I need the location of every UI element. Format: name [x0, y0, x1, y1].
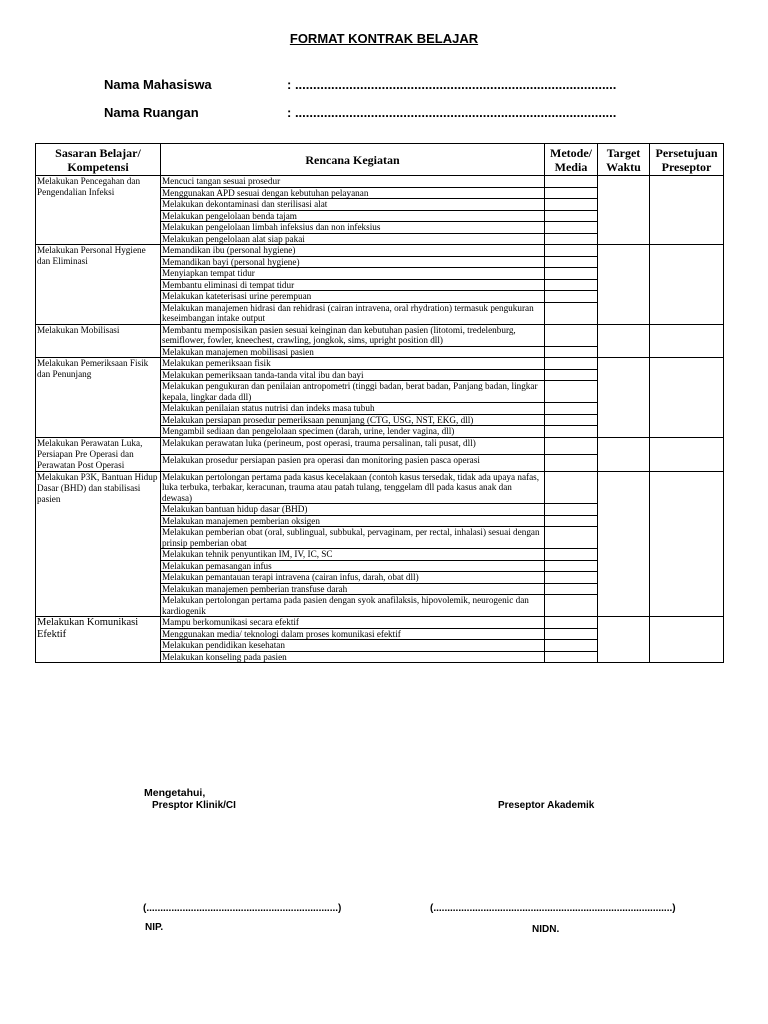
kegiatan-cell: Melakukan pengelolaan limbah infeksius dan non infeksius [161, 222, 545, 234]
preseptor-klinik-label: Presptor Klinik/CI [152, 800, 236, 811]
nidn-label: NIDN. [532, 924, 560, 935]
kegiatan-cell: Menggunakan media/ teknologi dalam proses komunikasi efektif [161, 628, 545, 640]
metode-cell[interactable] [545, 560, 598, 572]
kegiatan-cell: Melakukan pengelolaan benda tajam [161, 210, 545, 222]
header-metode: Metode/ Media [545, 144, 598, 176]
kegiatan-cell: Melakukan tehnik penyuntikan IM, IV, IC, SC [161, 549, 545, 561]
kegiatan-cell: Melakukan dekontaminasi dan sterilisasi alat [161, 199, 545, 211]
table-row [36, 245, 724, 257]
metode-cell[interactable] [545, 346, 598, 358]
table-row [36, 358, 724, 370]
target-waktu-cell[interactable] [598, 324, 650, 358]
metode-cell[interactable] [545, 403, 598, 415]
table-row [36, 617, 724, 629]
metode-cell[interactable] [545, 187, 598, 199]
sasaran-cell: Melakukan Mobilisasi [36, 324, 161, 358]
kegiatan-cell: Melakukan manajemen pemberian oksigen [161, 515, 545, 527]
kegiatan-cell: Melakukan pemeriksaan tanda-tanda vital ibu dan bayi [161, 369, 545, 381]
kontrak-belajar-table [35, 143, 724, 663]
kegiatan-cell: Melakukan manajemen mobilisasi pasien [161, 346, 545, 358]
kegiatan-cell: Melakukan penilaian status nutrisi dan indeks masa tubuh [161, 403, 545, 415]
persetujuan-cell[interactable] [650, 437, 724, 471]
sasaran-cell: Melakukan Personal Hygiene dan Eliminasi [36, 245, 161, 325]
table-row [36, 471, 724, 504]
target-waktu-cell[interactable] [598, 617, 650, 663]
kegiatan-cell: Mampu berkomunikasi secara efektif [161, 617, 545, 629]
metode-cell[interactable] [545, 617, 598, 629]
nama-mahasiswa-field [104, 77, 616, 92]
kegiatan-cell: Melakukan manajemen hidrasi dan rehidrasi (cairan intravena, oral rhydration) termasuk pengukuran keseimbangan intake output [161, 302, 545, 324]
metode-cell[interactable] [545, 414, 598, 426]
persetujuan-cell[interactable] [650, 176, 724, 245]
table-row [36, 324, 724, 346]
kegiatan-cell: Membantu memposisikan pasien sesuai keinginan dan kebutuhan pasien (litotomi, tredelenburg, semiflower, fowler, kneechest, crawling, jongkok, sims, upright position dll) [161, 324, 545, 346]
metode-cell[interactable] [545, 256, 598, 268]
metode-cell[interactable] [545, 358, 598, 370]
sasaran-cell: Melakukan Perawatan Luka, Persiapan Pre Operasi dan Perawatan Post Operasi [36, 437, 161, 471]
metode-cell[interactable] [545, 426, 598, 438]
sasaran-cell: Melakukan Pencegahan dan Pengendalian Infeksi [36, 176, 161, 245]
document-title: FORMAT KONTRAK BELAJAR [289, 31, 479, 46]
metode-cell[interactable] [545, 640, 598, 652]
metode-cell[interactable] [545, 549, 598, 561]
kegiatan-cell: Melakukan pengelolaan alat siap pakai [161, 233, 545, 245]
metode-cell[interactable] [545, 572, 598, 584]
kegiatan-cell: Melakukan bantuan hidup dasar (BHD) [161, 504, 545, 516]
kegiatan-cell: Melakukan pemasangan infus [161, 560, 545, 572]
metode-cell[interactable] [545, 222, 598, 234]
metode-cell[interactable] [545, 471, 598, 504]
header-rencana: Rencana Kegiatan [161, 144, 545, 176]
kegiatan-cell: Mencuci tangan sesuai prosedur [161, 176, 545, 188]
persetujuan-cell[interactable] [650, 324, 724, 358]
kegiatan-cell: Membantu eliminasi di tempat tidur [161, 279, 545, 291]
metode-cell[interactable] [545, 515, 598, 527]
metode-cell[interactable] [545, 291, 598, 303]
kegiatan-cell: Melakukan pemantauan terapi intravena (cairan infus, darah, obat dll) [161, 572, 545, 584]
nip-label: NIP. [145, 922, 164, 933]
sasaran-cell: Melakukan Pemeriksaan Fisik dan Penunjang [36, 358, 161, 438]
table-header-row [36, 144, 724, 176]
header-target: Target Waktu [598, 144, 650, 176]
metode-cell[interactable] [545, 504, 598, 516]
nama-mahasiswa-label: Nama Mahasiswa [104, 77, 212, 92]
sasaran-cell: Melakukan Komunikasi Efektif [36, 617, 161, 663]
nama-ruangan-label: Nama Ruangan [104, 105, 199, 120]
header-persetujuan: Persetujuan Preseptor [650, 144, 724, 176]
target-waktu-cell[interactable] [598, 245, 650, 325]
metode-cell[interactable] [545, 651, 598, 663]
kegiatan-cell: Melakukan persiapan prosedur pemeriksaan penunjang (CTG, USG, NST, EKG, dll) [161, 414, 545, 426]
metode-cell[interactable] [545, 628, 598, 640]
kegiatan-cell: Melakukan pertolongan pertama pada kasus kecelakaan (contoh kasus tersedak, tidak ada upaya nafas, luka terbuka, terbakar, keracunan, trauma atau patah tulang, tenggelam dll pada kasus anak dan dewasa) [161, 471, 545, 504]
header-sasaran: Sasaran Belajar/ Kompetensi [36, 144, 161, 176]
metode-cell[interactable] [545, 583, 598, 595]
metode-cell[interactable] [545, 302, 598, 324]
metode-cell[interactable] [545, 324, 598, 346]
persetujuan-cell[interactable] [650, 358, 724, 438]
metode-cell[interactable] [545, 369, 598, 381]
kegiatan-cell: Menggunakan APD sesuai dengan kebutuhan pelayanan [161, 187, 545, 199]
persetujuan-cell[interactable] [650, 245, 724, 325]
metode-cell[interactable] [545, 279, 598, 291]
target-waktu-cell[interactable] [598, 176, 650, 245]
metode-cell[interactable] [545, 527, 598, 549]
metode-cell[interactable] [545, 595, 598, 617]
mengetahui-label: Mengetahui, [144, 787, 206, 799]
kegiatan-cell: Memandikan bayi (personal hygiene) [161, 256, 545, 268]
kegiatan-cell: Memandikan ibu (personal hygiene) [161, 245, 545, 257]
metode-cell[interactable] [545, 381, 598, 403]
sasaran-cell: Melakukan P3K, Bantuan Hidup Dasar (BHD) dan stabilisasi pasien [36, 471, 161, 617]
nama-ruangan-value[interactable]: : ......................................................................................... [287, 105, 617, 120]
nama-mahasiswa-value[interactable]: : ......................................................................................... [287, 77, 617, 92]
persetujuan-cell[interactable] [650, 617, 724, 663]
nama-ruangan-field [104, 105, 616, 120]
target-waktu-cell[interactable] [598, 358, 650, 438]
kegiatan-cell: Melakukan prosedur persiapan pasien pra operasi dan monitoring pasien pasca operasi [161, 454, 545, 471]
metode-cell[interactable] [545, 268, 598, 280]
kegiatan-cell: Melakukan pemeriksaan fisik [161, 358, 545, 370]
metode-cell[interactable] [545, 454, 598, 471]
kegiatan-cell: Melakukan manajemen pemberian transfuse darah [161, 583, 545, 595]
target-waktu-cell[interactable] [598, 437, 650, 471]
metode-cell[interactable] [545, 245, 598, 257]
kegiatan-cell: Melakukan pemberian obat (oral, sublingual, subbukal, pervaginam, per rectal, inhalasi) sesuai dengan prinsip pemberian obat [161, 527, 545, 549]
preseptor-akademik-label: Preseptor Akademik [498, 800, 595, 811]
target-waktu-cell[interactable] [598, 471, 650, 617]
table-body [36, 176, 724, 663]
metode-cell[interactable] [545, 437, 598, 454]
preseptor-akademik-signature-line[interactable]: (......................................................................................) [430, 903, 676, 914]
kegiatan-cell: Melakukan kateterisasi urine perempuan [161, 291, 545, 303]
kegiatan-cell: Melakukan pengukuran dan penilaian antropometri (tinggi badan, berat badan, Panjang badan, lingkar kepala, lingkar dada dll) [161, 381, 545, 403]
kegiatan-cell: Mengambil sediaan dan pengelolaan specimen (darah, urine, lender vagina, dll) [161, 426, 545, 438]
kegiatan-cell: Melakukan pendidikan kesehatan [161, 640, 545, 652]
metode-cell[interactable] [545, 176, 598, 188]
metode-cell[interactable] [545, 210, 598, 222]
preseptor-klinik-signature-line[interactable]: (.....................................................................) [143, 903, 342, 914]
kegiatan-cell: Menyiapkan tempat tidur [161, 268, 545, 280]
table-row [36, 176, 724, 188]
table-row [36, 437, 724, 454]
persetujuan-cell[interactable] [650, 471, 724, 617]
kegiatan-cell: Melakukan konseling pada pasien [161, 651, 545, 663]
metode-cell[interactable] [545, 233, 598, 245]
metode-cell[interactable] [545, 199, 598, 211]
kegiatan-cell: Melakukan pertolongan pertama pada pasien dengan syok anafilaksis, hipovolemik, neurogenic dan kardiogenik [161, 595, 545, 617]
kegiatan-cell: Melakukan perawatan luka (perineum, post operasi, trauma persalinan, tali pusat, dll) [161, 437, 545, 454]
